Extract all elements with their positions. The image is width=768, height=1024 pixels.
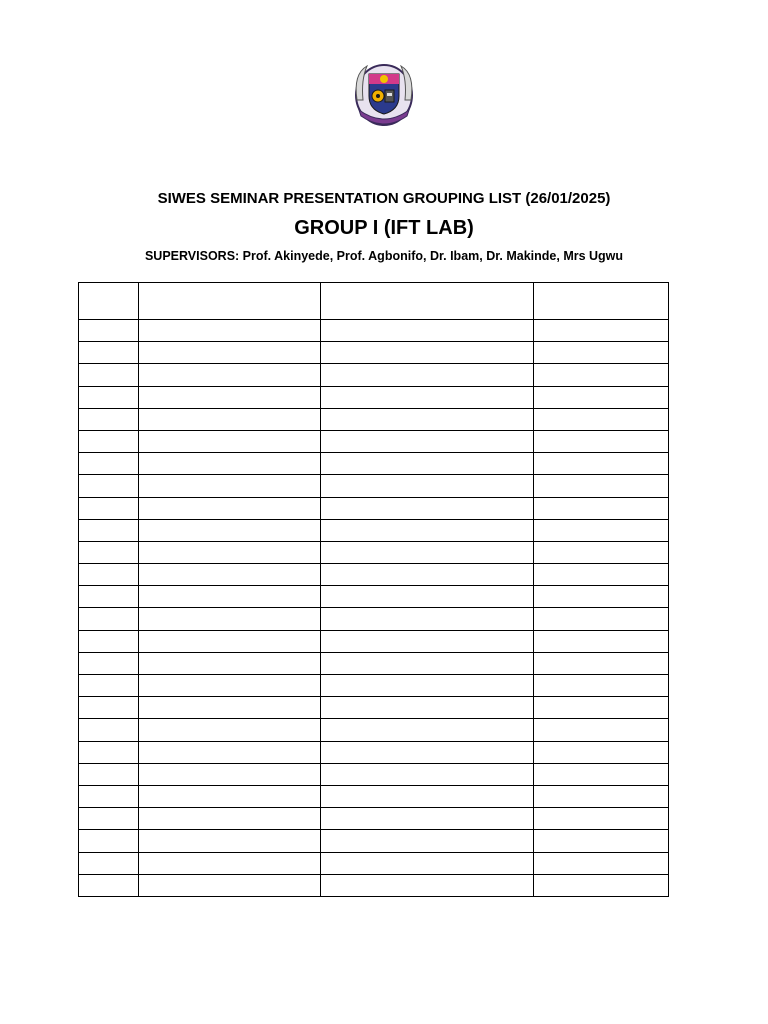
table-cell — [321, 697, 534, 719]
table-cell — [534, 608, 669, 630]
table-header-cell — [534, 283, 669, 320]
table-cell — [139, 408, 321, 430]
table-cell — [79, 608, 139, 630]
table-cell — [139, 320, 321, 342]
table-cell — [79, 475, 139, 497]
table-cell — [79, 519, 139, 541]
table-cell — [139, 386, 321, 408]
table-cell — [534, 364, 669, 386]
table-body — [79, 320, 669, 897]
table-cell — [321, 785, 534, 807]
table-cell — [534, 785, 669, 807]
table-row — [79, 408, 669, 430]
table-cell — [321, 719, 534, 741]
table-cell — [139, 874, 321, 896]
table-cell — [139, 785, 321, 807]
table-cell — [79, 763, 139, 785]
table-cell — [321, 453, 534, 475]
table-cell — [534, 342, 669, 364]
table-cell — [321, 386, 534, 408]
table-row — [79, 852, 669, 874]
table-cell — [534, 697, 669, 719]
table-row — [79, 564, 669, 586]
document-title: SIWES SEMINAR PRESENTATION GROUPING LIST (26/01/2025) — [157, 190, 611, 207]
table-cell — [321, 564, 534, 586]
table-row — [79, 785, 669, 807]
table-cell — [79, 675, 139, 697]
table-header-cell — [139, 283, 321, 320]
table-cell — [534, 652, 669, 674]
table-cell — [139, 586, 321, 608]
table-cell — [534, 497, 669, 519]
table-cell — [79, 719, 139, 741]
table-cell — [534, 808, 669, 830]
table-cell — [79, 386, 139, 408]
table-cell — [79, 630, 139, 652]
table-cell — [139, 519, 321, 541]
table-cell — [534, 453, 669, 475]
table-cell — [534, 675, 669, 697]
table-cell — [139, 852, 321, 874]
table-row — [79, 608, 669, 630]
table-cell — [534, 475, 669, 497]
table-cell — [321, 430, 534, 452]
table-cell — [534, 763, 669, 785]
table-row — [79, 675, 669, 697]
table-row — [79, 874, 669, 896]
group-title: GROUP I (IFT LAB) — [294, 217, 474, 239]
table-cell — [534, 630, 669, 652]
table-cell — [534, 852, 669, 874]
table-row — [79, 453, 669, 475]
table-row — [79, 519, 669, 541]
table-cell — [79, 541, 139, 563]
table-row — [79, 386, 669, 408]
table-cell — [79, 652, 139, 674]
table-cell — [321, 541, 534, 563]
table-cell — [321, 519, 534, 541]
table-cell — [321, 652, 534, 674]
table-cell — [79, 364, 139, 386]
table-cell — [321, 675, 534, 697]
table-cell — [139, 430, 321, 452]
table-cell — [534, 519, 669, 541]
table-cell — [321, 763, 534, 785]
table-cell — [139, 675, 321, 697]
table-row — [79, 741, 669, 763]
table-cell — [139, 475, 321, 497]
supervisors-line: SUPERVISORS: Prof. Akinyede, Prof. Agbonifo, Dr. Ibam, Dr. Makinde, Mrs Ugwu — [144, 249, 624, 263]
grouping-table — [78, 282, 669, 897]
table-cell — [321, 741, 534, 763]
table-cell — [534, 386, 669, 408]
table-cell — [79, 852, 139, 874]
table-row — [79, 430, 669, 452]
table-cell — [534, 719, 669, 741]
table-row — [79, 830, 669, 852]
table-cell — [79, 408, 139, 430]
table-header-row — [79, 283, 669, 320]
table-cell — [321, 364, 534, 386]
table-cell — [79, 741, 139, 763]
table-row — [79, 364, 669, 386]
table-cell — [534, 430, 669, 452]
table-cell — [139, 830, 321, 852]
table-cell — [321, 852, 534, 874]
table-cell — [79, 874, 139, 896]
table-row — [79, 475, 669, 497]
table-row — [79, 497, 669, 519]
table-cell — [534, 408, 669, 430]
table-cell — [321, 408, 534, 430]
table-cell — [79, 342, 139, 364]
table-cell — [534, 586, 669, 608]
table-cell — [321, 586, 534, 608]
table-cell — [139, 652, 321, 674]
table-cell — [79, 430, 139, 452]
table-cell — [79, 586, 139, 608]
table-cell — [534, 741, 669, 763]
table-cell — [534, 541, 669, 563]
table-cell — [139, 741, 321, 763]
table-cell — [534, 874, 669, 896]
table-cell — [139, 342, 321, 364]
table-cell — [321, 874, 534, 896]
table-cell — [321, 497, 534, 519]
table-cell — [139, 697, 321, 719]
table-cell — [139, 630, 321, 652]
table-header-cell — [79, 283, 139, 320]
table-cell — [534, 320, 669, 342]
table-row — [79, 652, 669, 674]
table-cell — [79, 453, 139, 475]
table-cell — [321, 808, 534, 830]
table-row — [79, 342, 669, 364]
table-cell — [321, 830, 534, 852]
table-cell — [139, 453, 321, 475]
table-cell — [534, 830, 669, 852]
table-cell — [139, 608, 321, 630]
table-cell — [139, 497, 321, 519]
table-cell — [321, 342, 534, 364]
table-cell — [534, 564, 669, 586]
table-cell — [321, 608, 534, 630]
table-cell — [139, 541, 321, 563]
table-cell — [79, 320, 139, 342]
table-cell — [79, 808, 139, 830]
table-row — [79, 586, 669, 608]
table-row — [79, 541, 669, 563]
table-cell — [79, 497, 139, 519]
table-cell — [139, 808, 321, 830]
table-cell — [321, 320, 534, 342]
table-cell — [79, 564, 139, 586]
table-cell — [79, 785, 139, 807]
table-cell — [321, 475, 534, 497]
table-row — [79, 719, 669, 741]
university-crest-icon — [351, 60, 417, 128]
table-cell — [139, 564, 321, 586]
table-cell — [139, 719, 321, 741]
table-row — [79, 697, 669, 719]
table-row — [79, 320, 669, 342]
table-cell — [79, 830, 139, 852]
table-cell — [139, 364, 321, 386]
table-cell — [321, 630, 534, 652]
table-row — [79, 808, 669, 830]
table-row — [79, 763, 669, 785]
table-row — [79, 630, 669, 652]
table-cell — [79, 697, 139, 719]
table-cell — [139, 763, 321, 785]
table-header-cell — [321, 283, 534, 320]
